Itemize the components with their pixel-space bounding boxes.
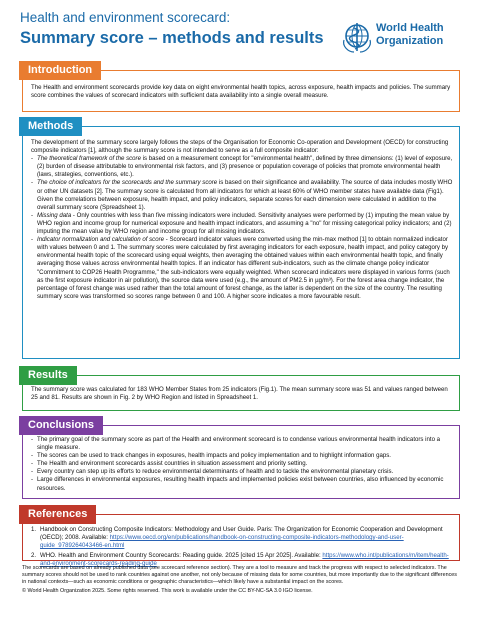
methods-item: [31, 179, 453, 211]
introduction-heading: Introduction: [19, 61, 101, 80]
methods-section: [22, 120, 460, 359]
introduction-section: [22, 64, 460, 112]
methods-intro: The development of the summary score largely follows the steps of the Organisation for Economic Co-operation and Development (OECD) for constructing composite indicators [1], although the summary score is not intended to serve as a full composite indicator:: [31, 139, 449, 155]
methods-body: [31, 139, 453, 301]
results-heading: Results: [19, 366, 77, 385]
footer-disclaimer: The scorecards are based on already published data (see scorecard reference section). They are a tool to measure and track the progress with respect to selected indicators. The summary scores should not be used to rank countries against one another, not only because of missing data for some countries, but more importantly due to the significant differences in national contexts—such as economic conditions or geographic characteristics—which likely have a substantial impact on the scores.: [22, 565, 457, 586]
methods-list: [31, 155, 453, 301]
introduction-body: [31, 84, 453, 100]
methods-item-text: is based on their significance and availability. The source of data includes mostly WHO or other UN datasets [2]. The summary score is calculated from all indicators for which at least 60% of WHO member states have available data (Fig1). Given the correlations between exposure, health impact, and policy indicators, separate scores for each dimension were calculated in addition to the overall summary score (Spreadsheet 1).: [37, 179, 453, 211]
conclusions-item: - Every country can step up its efforts to reduce environmental determinants of health and to tackle the environmental planetary crisis.: [31, 468, 453, 476]
reference-item: [31, 526, 453, 550]
conclusions-heading: Conclusions: [19, 416, 103, 435]
conclusions-item: - The scores can be used to track changes in exposures, health impacts and policy implementation and to highlight information gaps.: [31, 452, 453, 460]
methods-item-text: - Scorecard indicator values were converted using the min-max method [1] to obtain normalized indicator with values between 0 and 1. The summary scores were calculated by first averaging indicators for each exposure, health impact, and policy category by environmental health topic of the scorecard using equal weights, then averaging the obtained values within each environmental health topic, and finally averaging those values across environmental health topics. If an indicator has different sub-indicators, such as the climate change policy indicator "Commitment to COP26 Health Programme," the sub-indicators were equally weighted. When scorecard indicators were displayed in various forms (such as the first exposure indicator in air pollution), the source data were used (e.g., the amount of PM2.5 in µg/m³). For the forest area change indicator, the percentage of forest change was used rather than the total amount of forest change, as the latter is dependent on the size of the country. The resulting summary score was transformed so scores range between 0 and 100. A higher score indicates a more favourable result.: [37, 236, 450, 300]
reference-number: 1.: [31, 526, 37, 533]
methods-item-lead: Indicator normalization and calculation of score: [37, 236, 165, 244]
results-section: [22, 369, 460, 411]
introduction-text: The Health and environment scorecards provide key data on eight environmental health topics, across exposure, health impacts and policies. The summary score combines the values of scorecard indicators with sufficient data availability into a single overall measure.: [31, 84, 451, 100]
who-logo: [340, 18, 466, 58]
references-section: [22, 508, 460, 567]
conclusions-section: [22, 419, 460, 499]
page-title-line2: Summary score – methods and results: [20, 29, 324, 47]
methods-item: [31, 212, 453, 236]
methods-item-lead: The theoretical framework of the score: [37, 155, 141, 163]
reference-link[interactable]: https://www.oecd.org/en/publications/handbook-on-constructing-composite-indicators-methodology-and-user-guide_9789264043466-en.html: [40, 534, 404, 550]
who-emblem-icon: [340, 20, 374, 54]
conclusions-item: - Large differences in environmental exposures, resulting health impacts and implemented policies exist between countries, also influenced by economic resources.: [31, 476, 453, 492]
conclusions-list: [31, 436, 453, 493]
conclusions-body: [31, 436, 453, 493]
results-body: [31, 386, 453, 402]
page-header: [20, 10, 460, 62]
conclusions-item: - The Health and environment scorecards assist countries in situation assessment and priority setting.: [31, 460, 453, 468]
results-text: The summary score was calculated for 183 WHO Member States from 25 indicators (Fig.1). The mean summary score was 51 and values ranged between 25 and 81. Results are shown in Fig. 2 by WHO Region and listed in Spreadsheet 1.: [31, 386, 448, 402]
reference-text: WHO. Health and Environment Country Scorecards: Reading guide. 2025 [cited 15 Apr 2025]. Available:: [40, 551, 323, 559]
page-title-line1: Health and environment scorecard:: [20, 10, 231, 25]
reference-link[interactable]: https://www.who.int/publications/m/item/health-and-environment-scorecards-reading-guide: [40, 551, 449, 567]
reference-text: Handbook on Constructing Composite Indicators: Methodology and User Guide. Paris: The Organization for Economic Cooperation and Development (OECD); 2008. Available:: [40, 526, 443, 542]
who-logo-text: [376, 22, 444, 48]
references-heading: References: [19, 505, 96, 524]
methods-item-text: - Only countries with less than five missing indicators were included. Sensitivity analyses were performed by (1) imputing the mean value by WHO region and income group for numerical exposure and health impact indicators, and assuming a "no" for missing categorical policy indicators; and (2) imputing the mean value by WHO region and income group for all missing indicators.: [37, 211, 452, 236]
references-list: [31, 526, 453, 568]
references-body: [31, 526, 453, 569]
methods-item-lead: Missing data: [37, 211, 72, 219]
who-logo-line2: Organization: [376, 35, 444, 47]
methods-heading: Methods: [19, 117, 82, 136]
methods-item-lead: The choice of indicators for the scorecards and the summary score: [37, 179, 218, 187]
methods-item: [31, 155, 453, 179]
who-logo-line1: World Health: [376, 22, 444, 34]
page-footer: [22, 565, 462, 595]
methods-item-text: is based on a measurement concept for "environmental health", defined by three dimensions: (1) level of exposure, (2) burden of disease attributable to environmental risk factors, and (3) presence or population coverage of policies that promote environmental health (laws, strategies, conventions, etc.).: [37, 155, 453, 179]
reference-number: 2.: [31, 551, 37, 559]
methods-item: [31, 236, 453, 301]
footer-copyright: © World Health Organization 2025. Some rights reserved. This work is available under the CC BY-NC-SA 3.0 IGO license.: [22, 587, 313, 594]
conclusions-item: - The primary goal of the summary score as part of the Health and environment scorecard is to condense various environmental health indicators into a single measure.: [31, 436, 453, 452]
